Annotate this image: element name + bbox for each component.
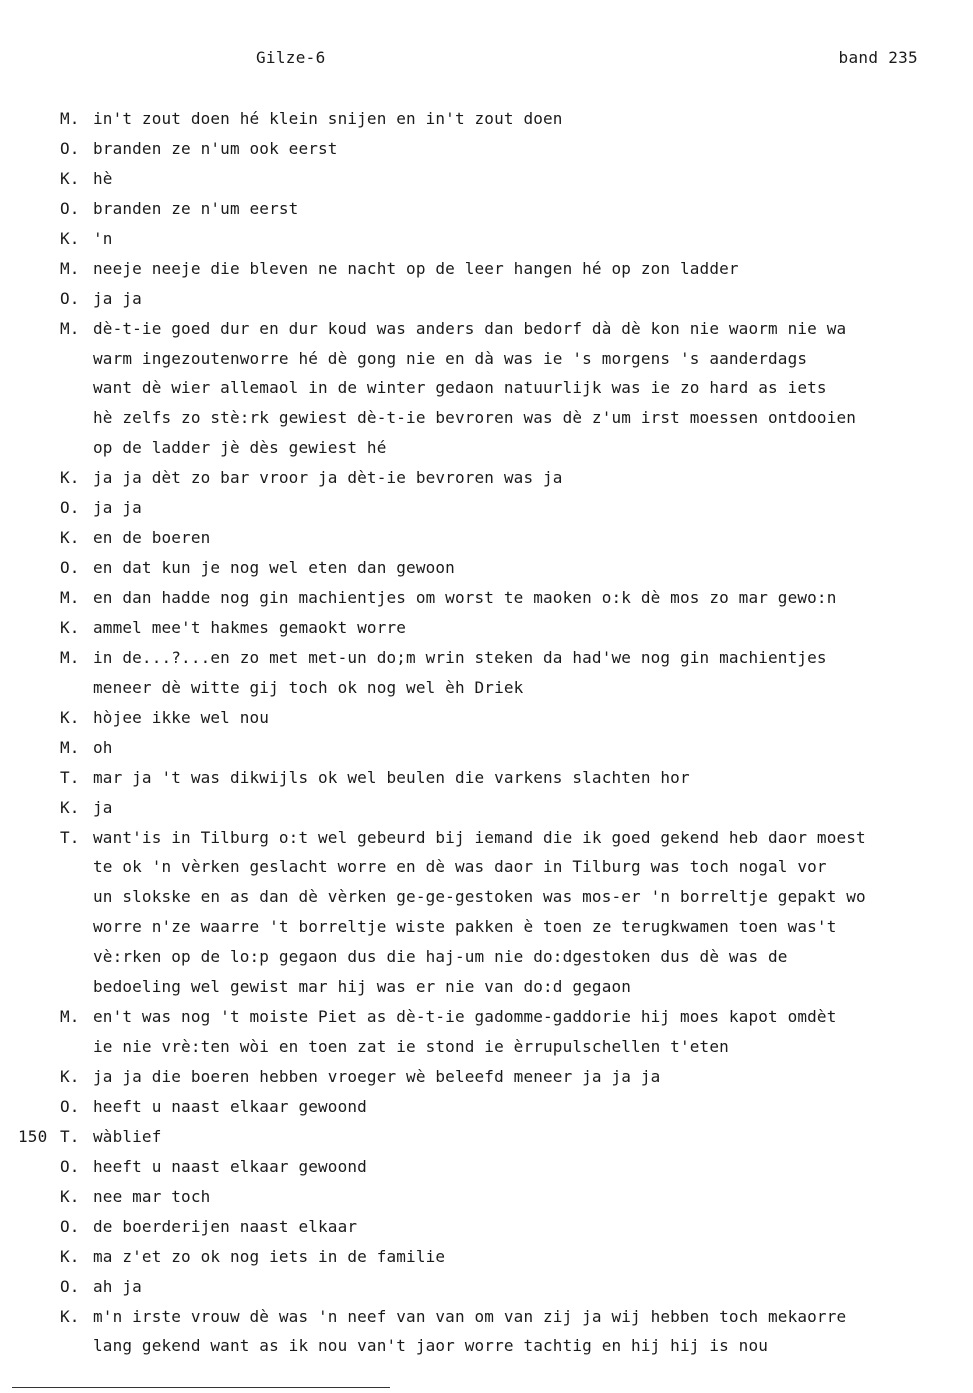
transcript-line [0,703,973,733]
bottom-divider [12,1387,390,1388]
speaker-label: T. [60,767,80,787]
utterance-text: warm ingezoutenworre hé dè gong nie en dà was ie 's morgens 's aanderdags [93,348,808,368]
line-number: 150 [18,1126,48,1146]
speaker-label: M. [60,258,80,278]
transcript-body [0,104,973,1361]
utterance-text: want dè wier allemaol in de winter gedaon natuurlijk was ie zo hard as iets [93,378,827,398]
utterance-text: ja [93,797,113,817]
speaker-label: M. [60,109,80,128]
transcript-line [0,1242,973,1272]
utterance-text: dè-t-ie goed dur en dur koud was anders dan bedorf dà dè kon nie waorm nie wa [93,318,847,338]
utterance-text: op de ladder jè dès gewiest hé [93,438,387,458]
utterance-text: hòjee ikke wel nou [93,707,270,727]
speaker-label: O. [60,558,80,578]
utterance-text: en dat kun je nog wel eten dan gewoon [93,558,455,578]
speaker-label: K. [60,707,80,727]
utterance-text: ah ja [93,1276,142,1296]
transcript-line [0,673,973,703]
utterance-text: lang gekend want as ik nou van't jaor worre tachtig en hij hij is nou [93,1336,769,1356]
speaker-label: M. [60,647,80,667]
transcript-line [0,523,973,553]
speaker-label: M. [60,737,80,757]
transcript-line [0,314,973,344]
transcript-line [0,583,973,613]
utterance-text: bedoeling wel gewist mar hij was er nie van do:d gegaon [93,977,632,997]
speaker-label: M. [60,1007,80,1027]
transcript-line [0,1092,973,1122]
speaker-label: K. [60,1067,80,1086]
transcript-line [0,284,973,314]
transcript-line [0,823,973,853]
speaker-label: O. [60,1276,80,1296]
utterance-text: 'n [93,228,113,248]
utterance-text: hè [93,168,113,188]
speaker-label: M. [60,588,80,607]
transcript-line [0,1002,973,1032]
speaker-label: T. [60,1126,80,1146]
header-location: Gilze-6 [256,48,326,67]
utterance-text: in de...?...en zo met met-un do;m wrin steken da had'we nog gin machientjes [93,647,827,667]
speaker-label: O. [60,138,80,158]
speaker-label: K. [60,1306,80,1326]
utterance-text: vè:rken op de lo:p gegaon dus die haj-um nie do:dgestoken dus dè was de [93,947,788,967]
utterance-text: hè zelfs zo stè:rk gewiest dè-t-ie bevroren was dè z'um irst moessen ontdooien [93,408,857,428]
transcript-line [0,134,973,164]
speaker-label: O. [60,1156,80,1176]
transcript-line [0,942,973,972]
utterance-text: ma z'et zo ok nog iets in de familie [93,1246,446,1266]
transcript-line [0,104,973,134]
transcript-line [0,1331,973,1361]
speaker-label: M. [60,318,80,338]
transcript-line [0,1152,973,1182]
utterance-text: en dan hadde nog gin machientjes om worst te maoken o:k dè mos zo mar gewo:n [93,588,837,607]
speaker-label: K. [60,228,80,248]
utterance-text: ja ja [93,288,142,308]
utterance-text: branden ze n'um eerst [93,198,299,218]
transcript-line [0,1032,973,1062]
transcript-line [0,912,973,942]
transcript-line [0,1272,973,1302]
transcript-line [0,852,973,882]
utterance-text: te ok 'n vèrken geslacht worre en dè was daor in Tilburg was toch nogal vor [93,857,827,877]
transcript-line [0,194,973,224]
utterance-text: wàblief [93,1126,162,1146]
utterance-text: m'n irste vrouw dè was 'n neef van van om van zij ja wij hebben toch mekaorre [93,1306,847,1326]
utterance-text: branden ze n'um ook eerst [93,138,338,158]
utterance-text: ja ja die boeren hebben vroeger wè beleefd meneer ja ja ja [93,1067,661,1086]
transcript-line [0,763,973,793]
utterance-text: nee mar toch [93,1186,211,1206]
utterance-text: heeft u naast elkaar gewoond [93,1096,367,1116]
transcript-line [0,972,973,1002]
transcript-line [0,733,973,763]
transcript-line [0,1302,973,1332]
utterance-text: mar ja 't was dikwijls ok wel beulen die varkens slachten hor [93,767,690,787]
transcript-line [0,1062,973,1092]
transcript-line [0,433,973,463]
utterance-text: in't zout doen hé klein snijen en in't zout doen [93,109,563,128]
utterance-text: en't was nog 't moiste Piet as dè-t-ie gadomme-gaddorie hij moes kapot omdèt [93,1007,837,1027]
speaker-label: O. [60,498,80,518]
utterance-text: en de boeren [93,528,211,548]
speaker-label: K. [60,797,80,817]
utterance-text: heeft u naast elkaar gewoond [93,1156,367,1176]
transcript-line [0,224,973,254]
transcript-line [0,1212,973,1242]
transcript-line [0,493,973,523]
transcript-line [0,553,973,583]
transcript-line [0,373,973,403]
speaker-label: K. [60,617,80,637]
transcript-line [0,254,973,284]
transcript-line [0,344,973,374]
speaker-label: K. [60,1186,80,1206]
utterance-text: want'is in Tilburg o:t wel gebeurd bij iemand die ik goed gekend heb daor moest [93,827,866,847]
transcript-line [0,882,973,912]
speaker-label: O. [60,288,80,308]
transcript-line [0,793,973,823]
speaker-label: K. [60,528,80,548]
header-tape-number: band 235 [838,48,918,67]
transcript-line [0,1122,973,1152]
utterance-text: ja ja [93,498,142,518]
utterance-text: un slokske en as dan dè vèrken ge-ge-gestoken was mos-er 'n borreltje gepakt wo [93,887,866,907]
speaker-label: O. [60,198,80,218]
speaker-label: K. [60,1246,80,1266]
transcript-line [0,1182,973,1212]
utterance-text: neeje neeje die bleven ne nacht op de leer hangen hé op zon ladder [93,258,739,278]
speaker-label: K. [60,468,80,488]
transcript-line [0,613,973,643]
speaker-label: K. [60,168,80,188]
utterance-text: de boerderijen naast elkaar [93,1216,358,1236]
transcript-line [0,164,973,194]
speaker-label: T. [60,827,80,847]
utterance-text: ie nie vrè:ten wòi en toen zat ie stond ie èrrupulschellen t'eten [93,1037,729,1057]
transcript-line [0,403,973,433]
speaker-label: O. [60,1096,80,1116]
utterance-text: ammel mee't hakmes gemaokt worre [93,617,407,637]
utterance-text: ja ja dèt zo bar vroor ja dèt-ie bevroren was ja [93,468,563,488]
transcript-line [0,463,973,493]
utterance-text: worre n'ze waarre 't borreltje wiste pakken è toen ze terugkwamen toen was't [93,917,837,937]
transcript-line [0,643,973,673]
utterance-text: meneer dè witte gij toch ok nog wel èh Driek [93,677,524,697]
speaker-label: O. [60,1216,80,1236]
utterance-text: oh [93,737,113,757]
